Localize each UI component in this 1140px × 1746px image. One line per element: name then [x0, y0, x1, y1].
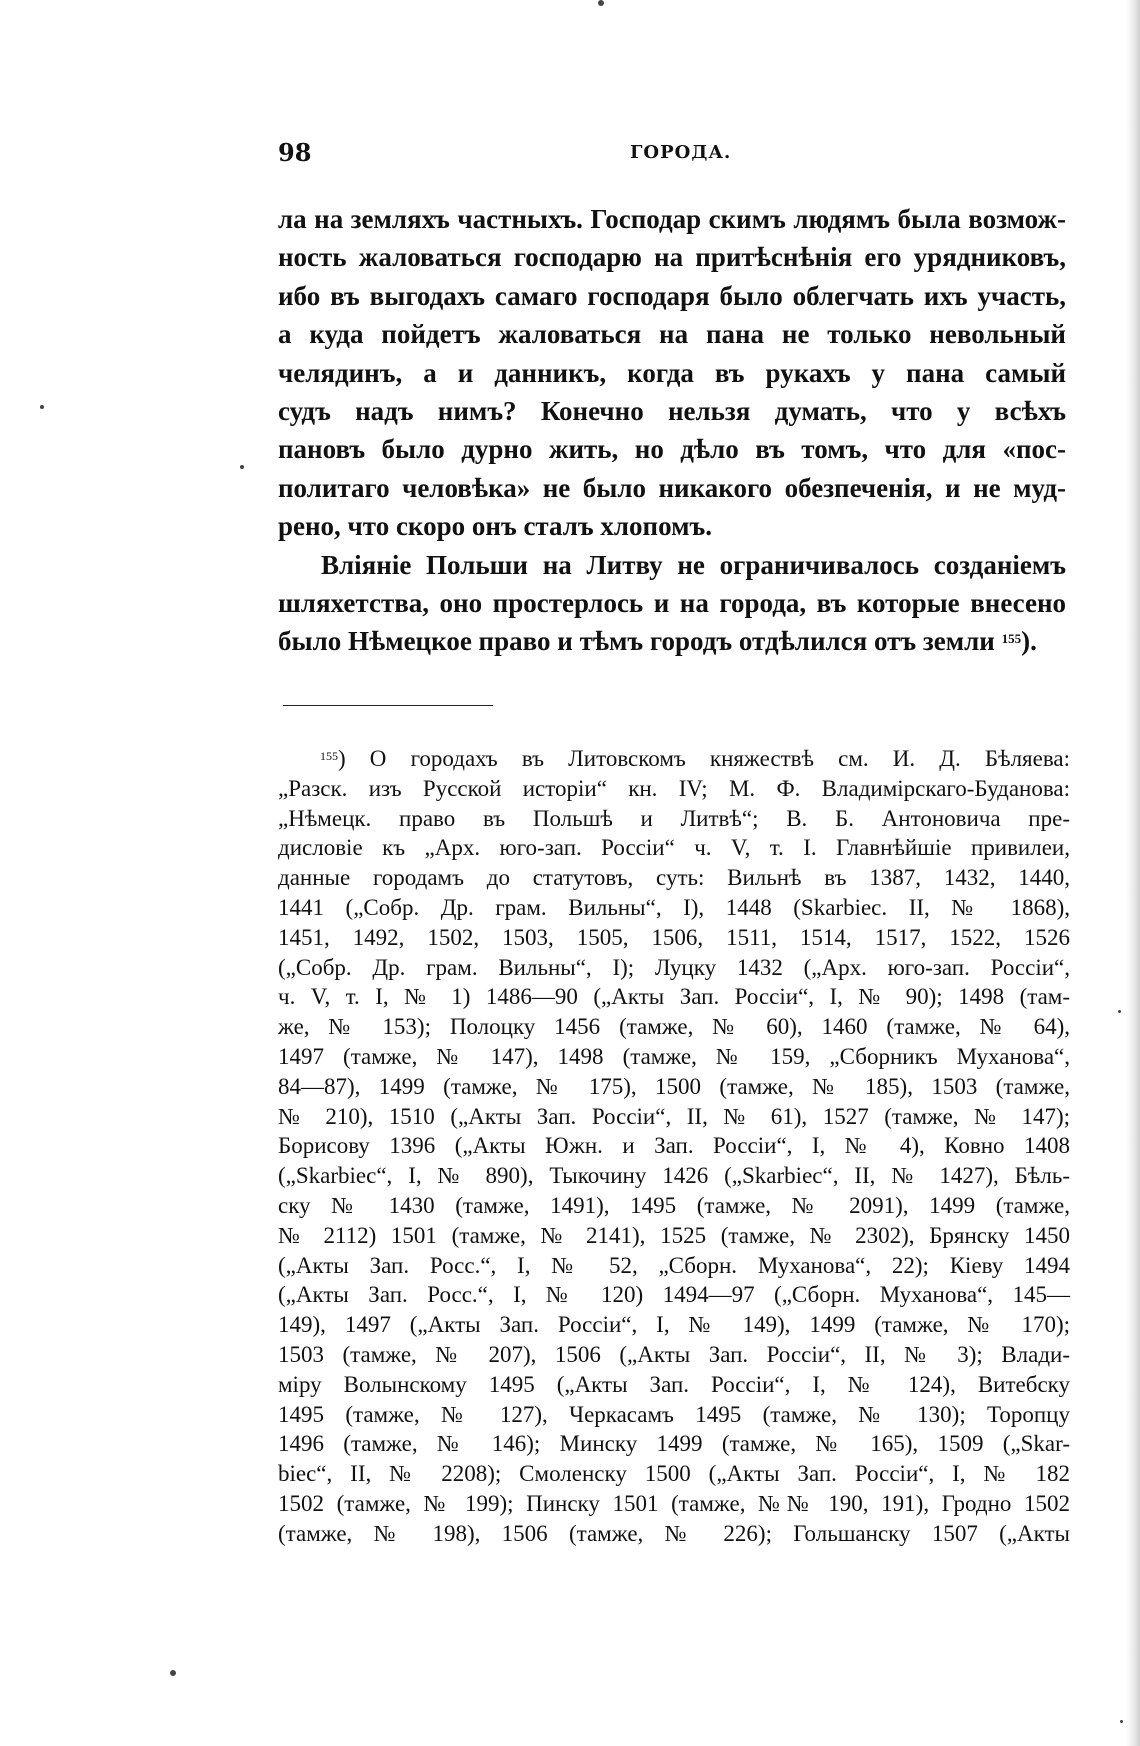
page-header	[278, 138, 1066, 172]
main-line: ибо въ выгодахъ самаго господаря было облегчать ихъ участь,	[278, 280, 1066, 311]
main-line: челядинъ, а и данникъ, когда въ рукахъ у пана самый	[278, 357, 1066, 388]
footnote-line: biec“, II, № 2208); Смоленску 1500 („Акты Зап. Россіи“, I, № 182	[278, 1461, 1070, 1487]
footnote-line	[278, 744, 1070, 774]
footnote-line: 1502 (тамже, № 199); Пинску 1501 (тамже, №№ 190, 191), Гродно 1502	[278, 1490, 1070, 1516]
running-head: ГОРОДА.	[630, 142, 732, 163]
footnote-line: („Собр. Др. грам. Вильны“, I); Луцку 1432 („Арх. юго-зап. Россіи“,	[278, 954, 1070, 980]
footnote-line: ч. V, т. I, № 1) 1486—90 („Акты Зап. Россіи“, I, № 90); 1498 (там-	[278, 984, 1070, 1010]
footnote-line: 1451, 1492, 1502, 1503, 1505, 1506, 1511, 1514, 1517, 1522, 1526	[278, 924, 1070, 950]
main-line: политаго человѣка» не было никакого обезпеченія, и не муд-	[278, 472, 1066, 503]
footnote-line: же, № 153); Полоцку 1456 (тамже, № 60), 1460 (тамже, № 64),	[278, 1014, 1070, 1040]
footnote-line: 1495 (тамже, № 127), Черкасамъ 1495 (тамже, № 130); Торопцу	[278, 1401, 1070, 1427]
footnote-line: 1496 (тамже, № 146); Минску 1499 (тамже, № 165), 1509 („Skar-	[278, 1431, 1070, 1457]
paragraph-2-last-line	[278, 622, 1066, 660]
footnote-line: 149), 1497 („Акты Зап. Россіи“, I, № 149), 1499 (тамже, № 170);	[278, 1312, 1070, 1338]
scan-speck	[240, 465, 244, 469]
footnote	[278, 744, 1070, 1549]
paragraph-2-line: было Нѣмецкое право и тѣмъ городъ отдѣлился отъ земли	[278, 626, 995, 657]
main-line: судъ надъ нимъ? Конечно нельзя думать, что у всѣхъ	[278, 396, 1066, 427]
footnote-mark: 155	[320, 749, 338, 763]
footnote-line: міру Волынскому 1495 („Акты Зап. Россіи“, I, № 124), Витебску	[278, 1371, 1070, 1397]
footnote-line: 1441 („Собр. Др. грам. Вильны“, I), 1448 (Skarbiec. II, № 1868),	[278, 894, 1070, 920]
footnote-line: (тамже, № 198), 1506 (тамже, № 226); Гольшанску 1507 („Акты	[278, 1520, 1070, 1546]
main-line: ла на земляхъ частныхъ. Господар скимъ людямъ была возмож-	[278, 204, 1066, 234]
scan-speck	[1120, 1720, 1123, 1723]
main-line: пановъ было дурно жить, но дѣло въ томъ, что для «пос-	[278, 434, 1066, 465]
main-line: а куда пойдетъ жаловаться на пана не только невольный	[278, 319, 1066, 350]
footnote-line: № 210), 1510 („Акты Зап. Россіи“, II, № 61), 1527 (тамже, № 147);	[278, 1103, 1070, 1129]
paragraph-2-line: Вліяніе Польши на Литву не ограничивалось созданіемъ	[321, 549, 1066, 580]
footnote-line: 84—87), 1499 (тамже, № 175), 1500 (тамже, № 185), 1503 (тамже,	[278, 1073, 1070, 1099]
footnote-line: („Акты Зап. Росс.“, I, № 52, „Сборн. Муханова“, 22); Кіеву 1494	[278, 1252, 1070, 1278]
page-number: 98	[278, 138, 312, 167]
footnote-line: Борисову 1396 („Акты Южн. и Зап. Россіи“, I, № 4), Ковно 1408	[278, 1133, 1070, 1159]
footnote-line: „Нѣмецк. право въ Польшѣ и Литвѣ“; В. Б. Антоновича пре-	[278, 805, 1070, 831]
main-line: ность жаловаться господарю на притѣснѣнія его урядниковъ,	[278, 242, 1066, 273]
footnote-line-text: ) О городахъ въ Литовскомъ княжествѣ см. И. Д. Бѣляева:	[338, 746, 1070, 771]
footnote-line: данные городамъ до статутовъ, суть: Вильнѣ въ 1387, 1432, 1440,	[278, 865, 1070, 891]
paragraph-2-line: шляхетства, оно простерлось и на города, въ которые внесено	[278, 588, 1066, 619]
footnote-separator	[283, 705, 493, 706]
scan-speck	[40, 405, 44, 409]
footnote-line: („Skarbiec“, I, № 890), Тыкочину 1426 („Skarbiec“, II, № 1427), Бѣль-	[278, 1163, 1070, 1189]
footnote-line: ску № 1430 (тамже, 1491), 1495 (тамже, № 2091), 1499 (тамже,	[278, 1192, 1070, 1218]
footnote-line: „Разск. изъ Русской исторіи“ кн. IV; М. Ф. Владимірскаго-Буданова:	[278, 775, 1070, 801]
main-text	[278, 200, 1066, 661]
footnote-reference[interactable]: 155	[1001, 631, 1022, 647]
footnote-line: № 2112) 1501 (тамже, № 2141), 1525 (тамже, № 2302), Брянску 1450	[278, 1222, 1070, 1248]
scan-speck	[1118, 1010, 1121, 1013]
paragraph-2-end: ).	[1021, 626, 1037, 657]
footnote-line: 1503 (тамже, № 207), 1506 („Акты Зап. Россіи“, II, № 3); Влади-	[278, 1341, 1070, 1367]
scan-speck	[170, 1670, 176, 1676]
main-line: рено, что скоро онъ сталъ хлопомъ.	[278, 511, 712, 542]
footnote-line: дисловіе къ „Арх. юго-зап. Россіи“ ч. V, т. I. Главнѣйшіе привилеи,	[278, 835, 1070, 861]
footnote-line: 1497 (тамже, № 147), 1498 (тамже, № 159, „Сборникъ Муханова“,	[278, 1043, 1070, 1069]
page-edge-shadow	[1126, 0, 1140, 1746]
scan-speck	[598, 0, 604, 6]
footnote-line: („Акты Зап. Росс.“, I, № 120) 1494—97 („Сборн. Муханова“, 145—	[278, 1282, 1070, 1308]
